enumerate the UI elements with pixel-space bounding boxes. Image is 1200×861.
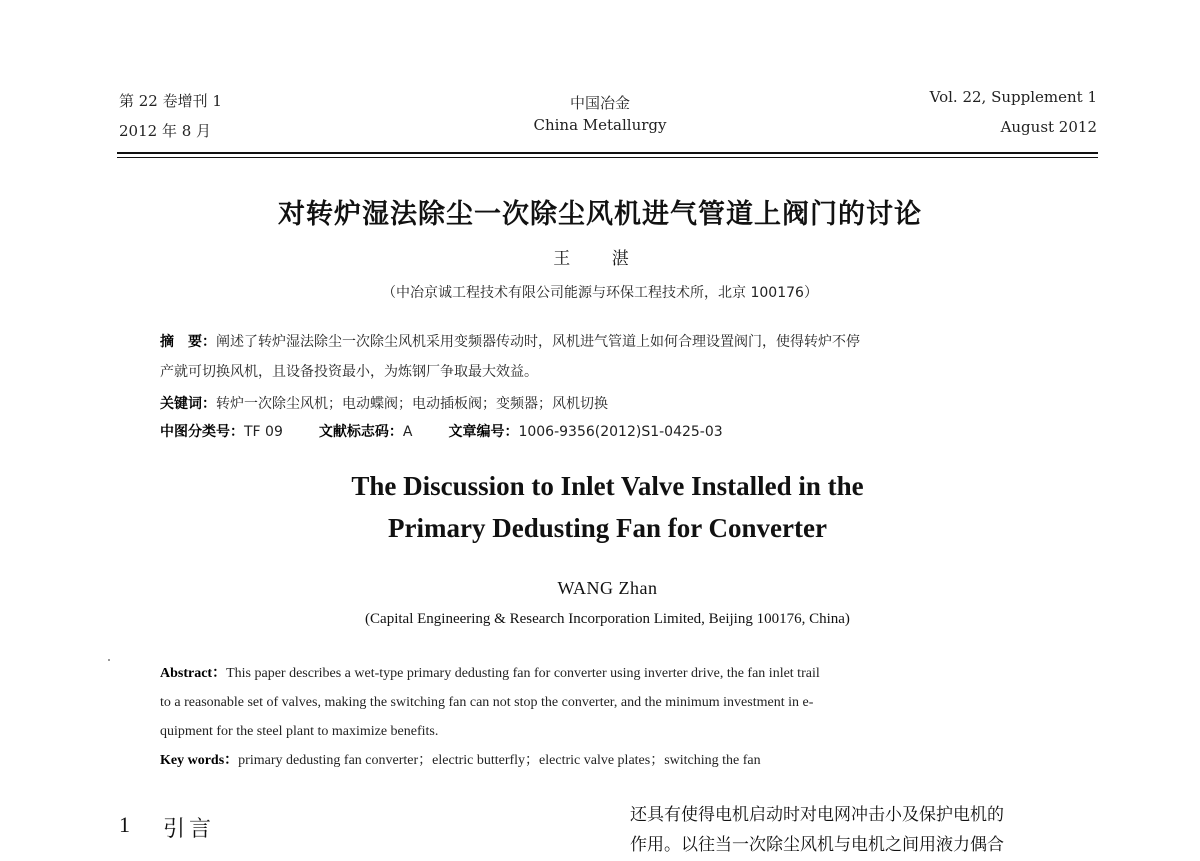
section-number: 1 (119, 812, 130, 837)
cn-title: 对转炉湿法除尘一次除尘风机进气管道上阀门的讨论 (278, 199, 922, 230)
en-title-line2: Primary Dedusting Fan for Converter (388, 513, 827, 543)
scan-speck (108, 659, 110, 661)
cn-abstract-text2: 产就可切换风机，且设备投资最小，为炼钢厂争取最大效益。 (160, 364, 538, 380)
en-keywords-line (160, 749, 761, 769)
cn-abstract-line1 (160, 328, 1060, 356)
cn-keywords-label: 关键词： (160, 396, 216, 412)
doc-code-label: 文献标志码： (318, 424, 403, 440)
clc-label: 中图分类号： (160, 424, 244, 440)
clc-value: TF 09 (244, 424, 283, 440)
cn-abstract-label: 摘 要： (160, 334, 216, 350)
cn-keywords: 转炉一次除尘风机；电动蝶阀；电动插板阀；变频器；风机切换 (216, 396, 608, 412)
en-affiliation: (Capital Engineering & Research Incorporation Limited, Beijing 100176, China) (365, 611, 850, 627)
cn-keywords-line (160, 390, 1060, 418)
en-abstract-text2: to a reasonable set of valves, making the switching fan can not stop the converter, and the minimum investment in e- (160, 695, 814, 710)
article-no-value: 1006-9356(2012)S1-0425-03 (518, 424, 723, 440)
cn-author: 王 湛 (553, 249, 647, 269)
header-rule-thick (117, 152, 1098, 154)
article-no-label: 文章编号： (448, 424, 519, 440)
journal-volume-en: Vol. 22, Supplement 1 (929, 88, 1097, 106)
en-keywords: primary dedusting fan converter；electric butterfly；electric valve plates；switching the fan (238, 753, 761, 768)
journal-name-cn: 中国冶金 (569, 94, 630, 112)
cn-affiliation: （中冶京诚工程技术有限公司能源与环保工程技术所，北京 100176） (382, 285, 818, 301)
cn-abstract-text1: 阐述了转炉湿法除尘一次除尘风机采用变频器传动时，风机进气管道上如何合理设置阀门，使得转炉不停 (216, 334, 860, 350)
header-rule-thin (117, 157, 1098, 158)
journal-name-en: China Metallurgy (533, 116, 667, 134)
body-right-line2: 作用。以往当一次除尘风机与电机之间用液力偶合 (630, 835, 1004, 855)
section-title: 引言 (163, 817, 216, 842)
doc-code-value: A (402, 424, 413, 440)
journal-date: 2012 年 8 月 (119, 122, 212, 140)
journal-volume: 第 22 卷增刊 1 (119, 92, 222, 110)
en-abstract-text3: quipment for the steel plant to maximize benefits. (160, 724, 439, 739)
cn-classification-row (160, 421, 723, 441)
journal-date-en: August 2012 (1000, 118, 1097, 136)
en-title-line1: The Discussion to Inlet Valve Installed in the (351, 471, 864, 501)
en-abstract-text1: This paper describes a wet-type primary dedusting fan for converter using inverter drive, the fan inlet trail (226, 666, 820, 681)
en-abstract-label: Abstract： (160, 666, 227, 681)
body-right-line1: 还具有使得电机启动时对电网冲击小及保护电机的 (630, 805, 1004, 825)
en-abstract-line1 (160, 660, 1060, 688)
en-keywords-label: Key words： (160, 753, 239, 768)
en-author: WANG Zhan (557, 578, 658, 598)
